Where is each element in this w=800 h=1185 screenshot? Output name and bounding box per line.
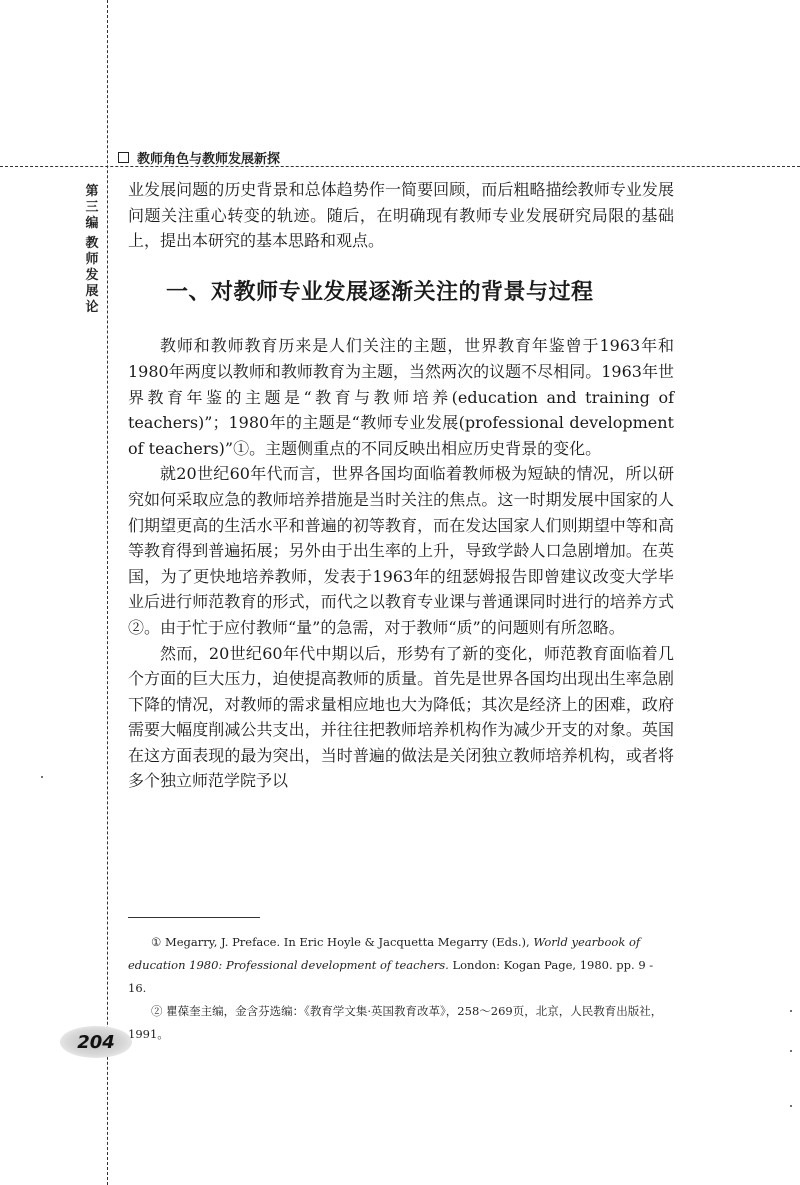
paragraph: 教师和教师教育历来是人们关注的主题，世界教育年鉴曾于1963年和1980年两度以教师和教师教育为主题，当然两次的议题不尽相同。1963年世界教育年鉴的主题是“教育与教师培养(education and training of teachers)”；1980年的主题是“教师专业发展(professional development of teachers)”①。主题侧重点的不同反映出相应历史背景的变化。 [128,336,674,458]
footnotes [128,931,674,1046]
scan-speck [790,1050,792,1052]
scan-speck [41,776,43,778]
book-title: 教师角色与教师发展新探 [137,152,281,167]
page-number-text: 204 [77,1031,115,1053]
scan-speck [790,1010,792,1012]
footnote-1-prefix: ① Megarry, J. Preface. In Eric Hoyle & Jacquetta Megarry (Eds.), [151,935,534,949]
main-text [128,177,674,794]
page-number [60,1026,132,1058]
part-label: 第三编 [85,184,99,231]
running-header [118,148,280,167]
vertical-dashed-rule [107,0,108,1185]
footnote-rule [128,917,260,918]
square-bullet-icon [118,152,129,163]
paragraph: 业发展问题的历史背景和总体趋势作一简要回顾，而后粗略描绘教师专业发展问题关注重心转变的轨迹。随后，在明确现有教师专业发展研究局限的基础上，提出本研究的基本思路和观点。 [128,180,674,251]
footnote-2: ② 瞿葆奎主编，金含芬选编：《教育学文集·英国教育改革》，258～269页，北京，人民教育出版社，1991。 [128,1004,663,1041]
scan-speck [790,1105,792,1107]
section-heading: 一、对教师专业发展逐渐关注的背景与过程 [166,279,594,305]
part-title: 教师发展论 [85,236,99,315]
paragraph: 就20世纪60年代而言，世界各国均面临着教师极为短缺的情况，所以研究如何采取应急的教师培养措施是当时关注的焦点。这一时期发展中国家的人们期望更高的生活水平和普遍的初等教育，而在发达国家人们则期望中等和高等教育得到普遍拓展；另外由于出生率的上升，导致学龄人口急剧增加。在英国，为了更快地培养教师，发表于1963年的纽瑟姆报告即曾建议改变大学毕业后进行师范教育的形式，而代之以教育专业课与普通课同时进行的培养方式②。由于忙于应付教师“量”的急需，对于教师“质”的问题则有所忽略。 [128,464,674,637]
footnote-1 [128,931,674,1000]
paragraph: 然而，20世纪60年代中期以后，形势有了新的变化，师范教育面临着几个方面的巨大压力，迫使提高教师的质量。首先是世界各国均出现出生率急剧下降的情况，对教师的需求量相应地也大为降低；其次是经济上的困难，政府需要大幅度削减公共支出，并往往把教师培养机构作为减少开支的对象。英国在这方面表现的最为突出，当时普遍的做法是关闭独立教师培养机构，或者将多个独立师范学院予以 [128,643,674,791]
footnote-1-book-title: World yearbook of education 1980: Professional development of teachers. [128,935,641,972]
footnote-1-suffix: London: Kogan Page, 1980. pp. 9 - 16. [128,958,654,995]
